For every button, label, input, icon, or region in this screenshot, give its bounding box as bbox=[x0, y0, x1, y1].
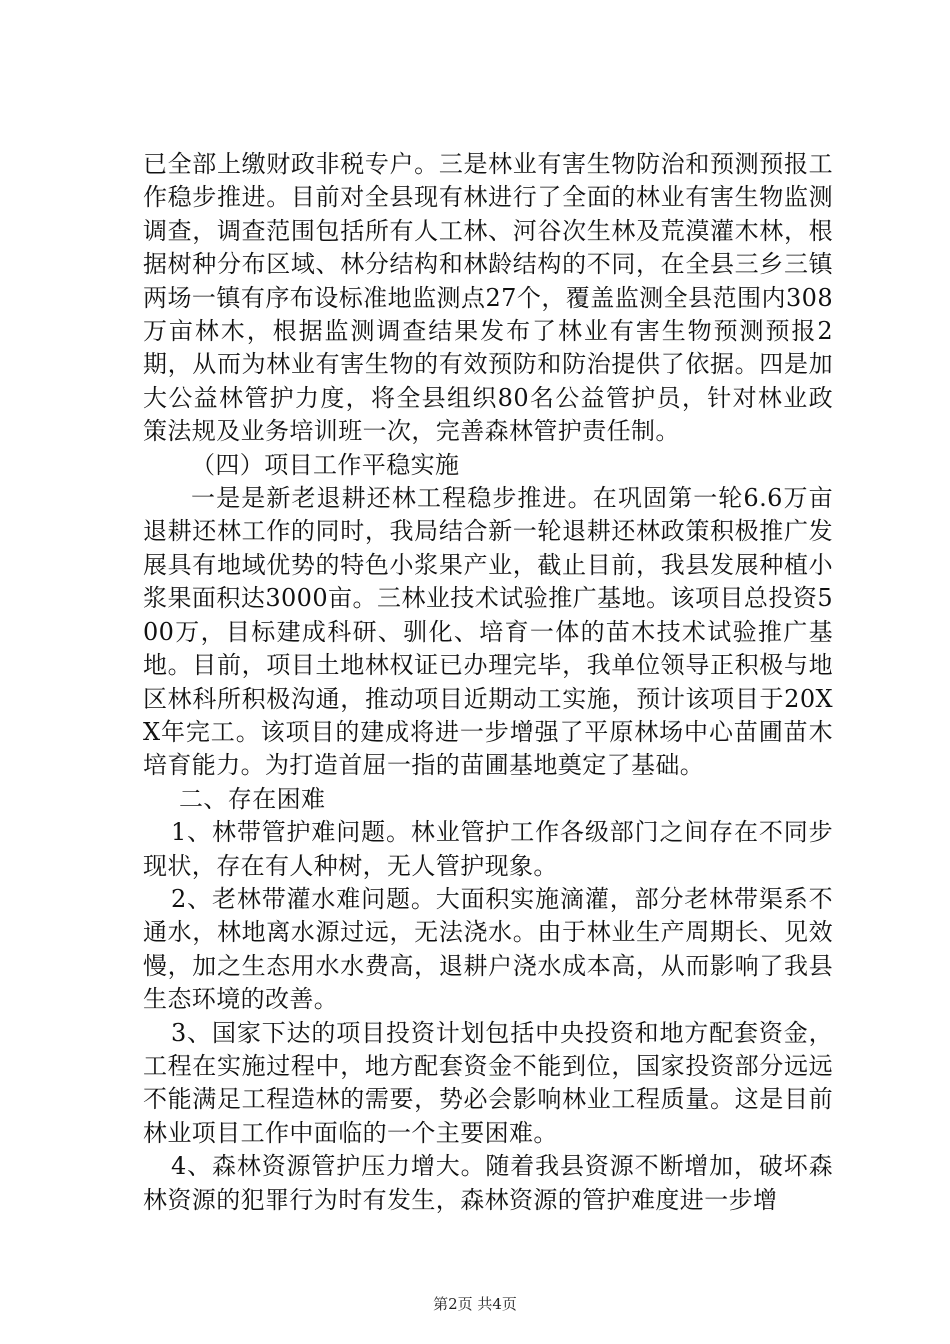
page-footer: 第2页 共4页 bbox=[433, 1295, 517, 1313]
difficulty-item-3: 3、国家下达的项目投资计划包括中央投资和地方配套资金，工程在实施过程中，地方配套资金不能到位，国家投资部分远远不能满足工程造林的需要，势必会影响林业工程质量。这是目前林业项目工作中面临的一个主要困难。 bbox=[143, 1018, 833, 1147]
document-body bbox=[143, 148, 833, 1217]
body-paragraph-2: 一是是新老退耕还林工程稳步推进。在巩固第一轮6.6万亩退耕还林工作的同时，我局结合新一轮退耕还林政策积极推广发展具有地域优势的特色小浆果产业，截止目前，我县发展种植小浆果面积达3000亩。三林业技术试验推广基地。该项目总投资500万，目标建成科研、驯化、培育一体的苗木技术试验推广基地。目前，项目土地林权证已办理完毕，我单位领导正积极与地区林科所积极沟通，推动项目近期动工实施，预计该项目于20XX年完工。该项目的建成将进一步增强了平原林场中心苗圃苗木培育能力。为打造首屈一指的苗圃基地奠定了基础。 bbox=[143, 484, 833, 780]
difficulty-item-4: 4、森林资源管护压力增大。随着我县资源不断增加，破坏森林资源的犯罪行为时有发生，森林资源的管护难度进一步增 bbox=[143, 1152, 833, 1214]
difficulty-item-2: 2、老林带灌水难问题。大面积实施滴灌，部分老林带渠系不通水，林地离水源过远，无法浇水。由于林业生产周期长、见效慢，加之生态用水水费高，退耕户浇水成本高，从而影响了我县生态环境的改善。 bbox=[143, 884, 833, 1014]
section-heading-difficulties: 二、存在困难 bbox=[179, 784, 326, 813]
difficulty-item-1: 1、林带管护难问题。林业管护工作各级部门之间存在不同步现状，存在有人种树，无人管护现象。 bbox=[143, 818, 833, 880]
body-paragraph-1: 已全部上缴财政非税专户。三是林业有害生物防治和预测预报工作稳步推进。目前对全县现有林进行了全面的林业有害生物监测调查，调查范围包括所有人工林、河谷次生林及荒漠灌木林，根据树种分布区域、林分结构和林龄结构的不同，在全县三乡三镇两场一镇有序布设标准地监测点27个，覆盖监测全县范围内308万亩林木，根据监测调查结果发布了林业有害生物预测预报2期，从而为林业有害生物的有效预防和防治提供了依据。四是加大公益林管护力度，将全县组织80名公益管护员，针对林业政策法规及业务培训班一次，完善森林管护责任制。 bbox=[143, 150, 833, 446]
section-heading-projects: （四）项目工作平稳实施 bbox=[191, 450, 460, 479]
